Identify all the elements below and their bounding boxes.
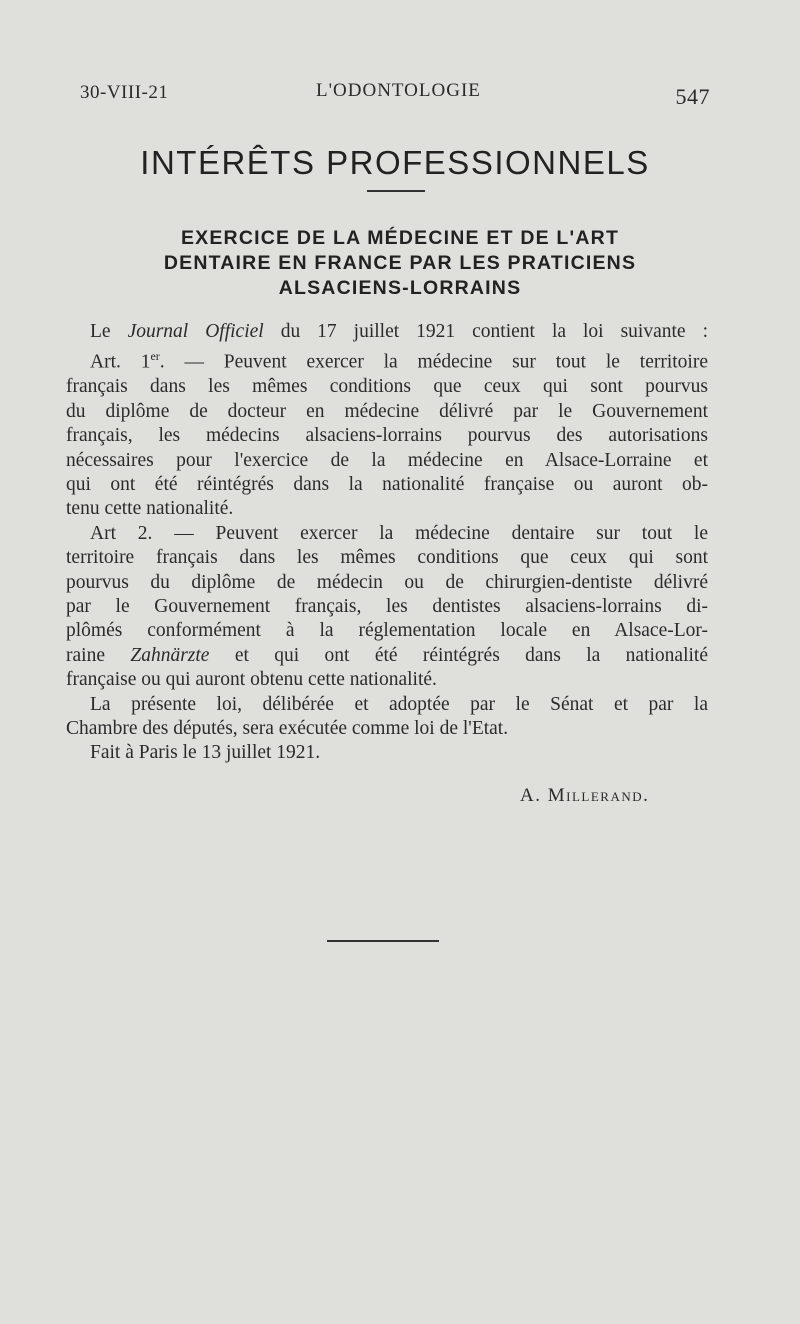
article-title (60, 226, 740, 301)
end-rule (327, 940, 439, 942)
journal-officiel-title: Journal Officiel (127, 321, 264, 342)
intro-paragraph: Le Journal Officiel du 17 juillet 1921 contient la loi suivante : (90, 321, 708, 342)
article-2-line: française ou qui auront obtenu cette nationalité. (66, 669, 437, 691)
article-1-line: Art. 1er. — Peuvent exercer la médecine sur tout le territoire (90, 349, 708, 373)
article-2-line: territoire français dans les mêmes conditions que ceux qui sont (66, 547, 708, 569)
article-1-line: nécessaires pour l'exercice de la médecine en Alsace-Lorraine et (66, 449, 708, 471)
law-text (66, 320, 708, 766)
article-title-line: ALSACIENS-LORRAINS (278, 277, 522, 299)
article-2-line: raine Zahnärzte et qui ont été réintégrés dans la nationalité (66, 644, 708, 666)
journal-name: L'ODONTOLOGIE (316, 80, 481, 101)
article-2-line: Art 2. — Peuvent exercer la médecine dentaire sur tout le (90, 522, 708, 544)
article-1-line: tenu cette nationalité. (66, 498, 234, 520)
article-1-line: français, les médecins alsaciens-lorrains pourvus des autorisations (66, 425, 708, 447)
article-title-line: EXERCICE DE LA MÉDECINE ET DE L'ART (180, 227, 620, 249)
running-head (80, 78, 712, 108)
date-line: Fait à Paris le 13 juillet 1921. (90, 742, 321, 764)
signature: A. Millerand. (520, 785, 650, 806)
article-title-line: DENTAIRE EN FRANCE PAR LES PRATICIENS (163, 252, 637, 274)
article-1-line: français dans les mêmes conditions que ceux qui sont pourvus (66, 376, 708, 398)
zahnarzte-term: Zahnärzte (130, 644, 210, 666)
issue-date: 30-VIII-21 (80, 82, 169, 103)
article-1-line: qui ont été réintégrés dans la nationalité française ou auront ob- (66, 473, 708, 495)
article-2-line: plômés conformément à la réglementation locale en Alsace-Lor- (66, 620, 708, 642)
article-1-line: du diplôme de docteur en médecine délivré par le Gouvernement (66, 400, 708, 422)
closing-line: La présente loi, délibérée et adoptée par le Sénat et par la (90, 693, 708, 715)
closing-line: Chambre des députés, sera exécutée comme loi de l'Etat. (66, 718, 509, 739)
article-2-line: par le Gouvernement français, les dentistes alsaciens-lorrains di- (66, 595, 708, 617)
article-2-line: pourvus du diplôme de médecin ou de chirurgien-dentiste délivré (66, 571, 708, 593)
title-divider (367, 190, 425, 192)
page-number: 547 (675, 84, 710, 109)
section-title: INTÉRÊTS PROFESSIONNELS (140, 144, 650, 181)
